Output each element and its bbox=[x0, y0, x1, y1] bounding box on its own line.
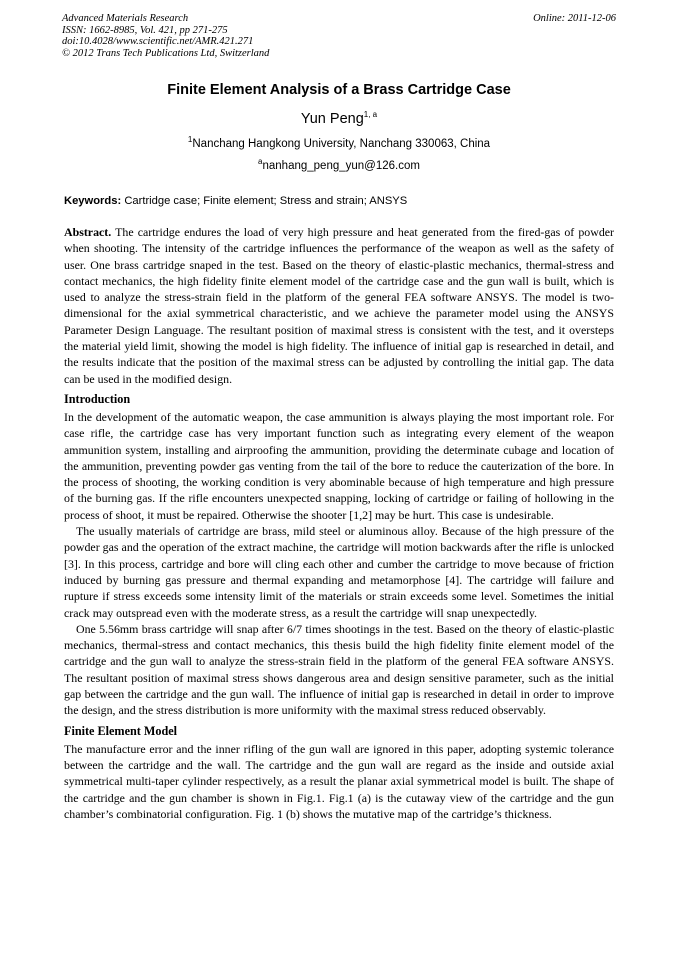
intro-paragraph-3: One 5.56mm brass cartridge will snap after 6/7 times shootings in the test. Based on the theory of elastic-plastic mechanics, thermal-stress and contact mechanics, this thesis build the high fidelity finite element model of the cartridge and the gun wall to analyze the stress-strain field in the platform of the general FEA software ANSYS. The resultant position of maximal stress shows dangerous area and design sensitive parameter, such as the initial gap between the cartridge and the gun wall. The influence of initial gap is researched in detail in order to improve the design, and the stress distribution is more uniformity with the maximal stress reduced observably. bbox=[64, 621, 614, 718]
keywords-text: Cartridge case; Finite element; Stress and strain; ANSYS bbox=[124, 195, 408, 207]
paper-title: Finite Element Analysis of a Brass Cartridge Case bbox=[167, 82, 511, 98]
email-line bbox=[0, 157, 678, 172]
journal-name: Advanced Materials Research bbox=[62, 13, 189, 24]
doi-line: doi:10.4028/www.scientific.net/AMR.421.271 bbox=[62, 36, 254, 47]
introduction-heading: Introduction bbox=[64, 391, 131, 406]
affiliation-sup: 1 bbox=[187, 135, 193, 145]
fem-paragraph-1: The manufacture error and the inner rifling of the gun wall are ignored in this paper, adopting systemic tolerance between the cartridge and the wall. The cartridge and the gun wall are regard as the inside and outside axial symmetrical multi-taper cylinder respectively, as a result the planar axial symmetrical model is built. The shape of the cartridge and the gun chamber is shown in Fig.1. Fig.1 (a) is the cutaway view of the cartridge and the gun chamber’s combinatorial configuration. Fig. 1 (b) shows the mutative map of the cartridge’s thickness. bbox=[64, 741, 614, 821]
affiliation bbox=[0, 135, 678, 150]
issn-line: ISSN: 1662-8985, Vol. 421, pp 271-275 bbox=[62, 24, 228, 36]
email-address[interactable]: nanhang_peng_yun@126.com bbox=[262, 160, 420, 172]
online-date: Online: 2011-12-06 bbox=[533, 13, 616, 24]
author-sup: 1, a bbox=[363, 110, 378, 120]
fem-heading: Finite Element Model bbox=[64, 723, 178, 738]
abstract-text: The cartridge endures the load of very high pressure and heat generated from the fired-gas of powder when shooting. The intensity of the cartridge influences the performance of the weapon as well as the safety of user. One brass cartridge snaped in the test. Based on the theory of elastic-plastic mechanics, thermal-stress and contact mechanics, the high fidelity finite element model of the cartridge case and the gun wall is built, which is used to analyze the stress-strain field in the platform of the general FEA software ANSYS. The model is two-dimensional for the axial symmetrical characteristic, and we achieve the parameter model using the ANSYS Parameter Design Language. The resultant position of maximal stress is consistent with the test, and it oversteps the material yield limit, showing the model is high fidelity. The influence of initial gap is researched in detail, and the results indicate that the position of the maximal stress can be adjusted by controlling the initial gap. The data can be used in the modified design. bbox=[64, 225, 614, 386]
journal-header bbox=[62, 13, 616, 59]
affiliation-text: Nanchang Hangkong University, Nanchang 330063, China bbox=[192, 138, 491, 150]
abstract-label: Abstract. bbox=[64, 225, 112, 239]
author-name: Yun Peng bbox=[300, 111, 364, 127]
intro-paragraph-2: The usually materials of cartridge are brass, mild steel or aluminous alloy. Because of the high pressure of the powder gas and the operation of the extract machine, the cartridge will motion backwards after the rifle is unlocked [3]. In this process, cartridge and bore will cling each other and cumber the cartridge to move because of friction induced by burning gas pressure and thermal expanding and metamorphose [4]. The cartridge will failure and rupture if stress exceeds some intensity limit of the materials or strain exceeds some level. Sometimes the initial crack may outspread even with the moderate stress, as a result the cartridge will snap unexpectedly. bbox=[64, 524, 614, 620]
email-sup: a bbox=[258, 157, 263, 167]
paper-body bbox=[64, 224, 614, 822]
abstract bbox=[64, 224, 614, 387]
keywords-label: Keywords: bbox=[64, 195, 122, 207]
author-line bbox=[0, 111, 678, 127]
keywords bbox=[64, 195, 614, 207]
copyright-line: © 2012 Trans Tech Publications Ltd, Switzerland bbox=[62, 47, 270, 59]
intro-paragraph-1: In the development of the automatic weapon, the case ammunition is always playing the most important role. For case rifle, the cartridge case has very important function such as integrating every element of the weapon ammunition system, installing and airproofing the ammunition, providing the determinate cubage and location of the ammunition, preventing powder gas venting from the tail of the bore to reduce the cauterization of the bore. In the process of shooting, the working condition is very abominable because of high temperature and high pressure of the burning gas. If the rifle encounters unexpected snapping, locking of cartridge or failing of hollowing in the process of shoot, it must be repaired. Otherwise the shooter [1,2] may be hurt. This case is undesirable. bbox=[64, 409, 614, 522]
